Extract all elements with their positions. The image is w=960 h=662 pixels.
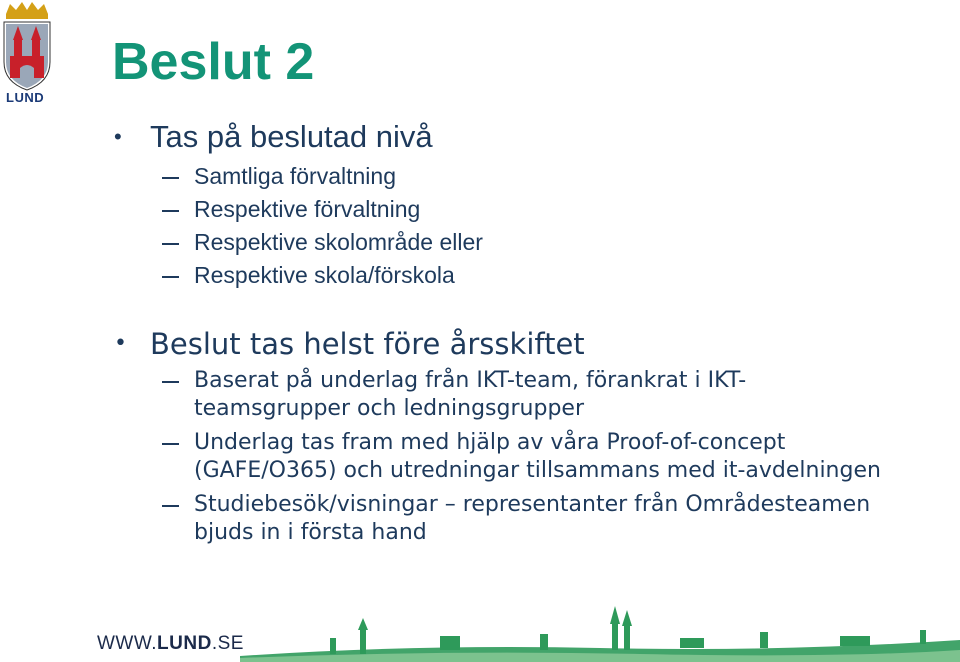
bullet-beslutad-niva: • Tas på beslutad nivå — [112, 118, 912, 156]
sub-item: Respektive skola/förskola — [112, 259, 912, 292]
bullet-arsskiftet: • Beslut tas helst före årsskiftet — [112, 325, 912, 363]
footer-url-domain: LUND — [157, 633, 212, 654]
sub-item: Respektive skolområde eller — [112, 226, 912, 259]
logo-text: LUND — [6, 90, 45, 105]
sub-item: Respektive förvaltning — [112, 193, 912, 226]
footer-url-prefix: WWW. — [97, 633, 158, 654]
footer-url-suffix: .SE — [211, 633, 244, 654]
sub-item: Studiebesök/visningar – representanter från Områdesteamen bjuds in i första hand — [112, 491, 884, 547]
lund-logo — [0, 0, 54, 108]
sub-item: Baserat på underlag från IKT-team, förankrat i IKT-teamsgrupper och ledningsgrupper — [112, 367, 884, 423]
city-skyline-icon — [240, 600, 960, 662]
footer-url — [97, 633, 244, 655]
sub-list-2 — [112, 367, 912, 547]
lund-crest-icon — [0, 0, 54, 92]
sub-list-1 — [112, 160, 912, 292]
sub-item: Samtliga förvaltning — [112, 160, 912, 193]
sub-item: Underlag tas fram med hjälp av våra Proof-of-concept (GAFE/O365) och utredningar tillsammans med it-avdelningen — [112, 429, 884, 485]
slide-content — [112, 118, 912, 553]
slide-title: Beslut 2 — [112, 33, 315, 91]
